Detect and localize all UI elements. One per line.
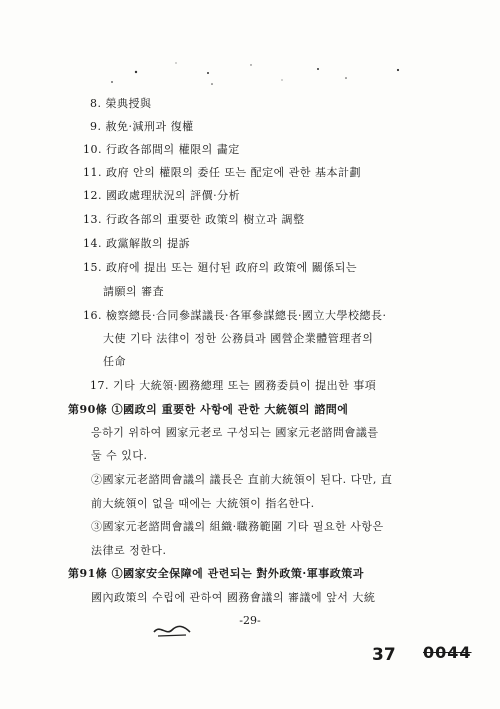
text-line-13: 17. 기타 大統領·國務總理 또는 國務委員이 提出한 事項 <box>90 379 377 392</box>
text-line-17: ②國家元老諮問會議의 議長은 直前大統領이 된다. 다만, 直 <box>91 473 393 486</box>
text-line-2: 9. 赦免·減刑과 復權 <box>90 120 194 133</box>
text-line-18: 前大統領이 없을 때에는 大統領이 指名한다. <box>91 497 315 510</box>
scan-speckles <box>0 0 500 120</box>
text-line-22: 國內政策의 수립에 관하여 國務會議의 審議에 앞서 大統 <box>91 591 376 604</box>
text-line-6: 13. 行政各部의 重要한 政策의 樹立과 調整 <box>83 213 305 226</box>
text-line-11: 大使 기타 法律이 정한 公務員과 國營企業體管理者의 <box>103 332 374 345</box>
stamp-number: 37 <box>372 645 396 665</box>
text-line-7: 14. 政黨解散의 提訴 <box>83 237 191 250</box>
text-line-10: 16. 檢察總長·合同參謀議長·各軍參謀總長·國立大學校總長· <box>83 309 387 322</box>
text-line-1: 8. 榮典授與 <box>90 97 152 110</box>
text-line-16: 둘 수 있다. <box>91 449 148 462</box>
text-line-14: 第90條 ①國政의 重要한 사항에 관한 大統領의 諮問에 <box>68 403 349 416</box>
text-line-3: 10. 行政各部間의 權限의 畵定 <box>83 143 240 156</box>
stamp-code: 0044 <box>423 643 472 662</box>
text-line-8: 15. 政府에 提出 또는 廻付된 政府의 政策에 關係되는 <box>83 261 357 274</box>
text-line-19: ③國家元老諮問會議의 組織·職務範圍 기타 필요한 사항은 <box>91 520 384 533</box>
text-line-5: 12. 國政處理狀況의 評價·分析 <box>83 189 241 202</box>
text-line-15: 응하기 위하여 國家元老로 구성되는 國家元老諮問會議를 <box>91 426 379 439</box>
text-line-21: 第91條 ①國家安全保障에 관련되는 對外政策·軍事政策과 <box>68 567 364 580</box>
text-line-12: 任命 <box>103 355 126 368</box>
text-line-9: 請願의 審査 <box>103 285 165 298</box>
page-number: -29- <box>239 614 261 627</box>
text-line-20: 法律로 정한다. <box>91 544 167 557</box>
text-line-4: 11. 政府 안의 權限의 委任 또는 配定에 관한 基本計劃 <box>83 166 361 179</box>
